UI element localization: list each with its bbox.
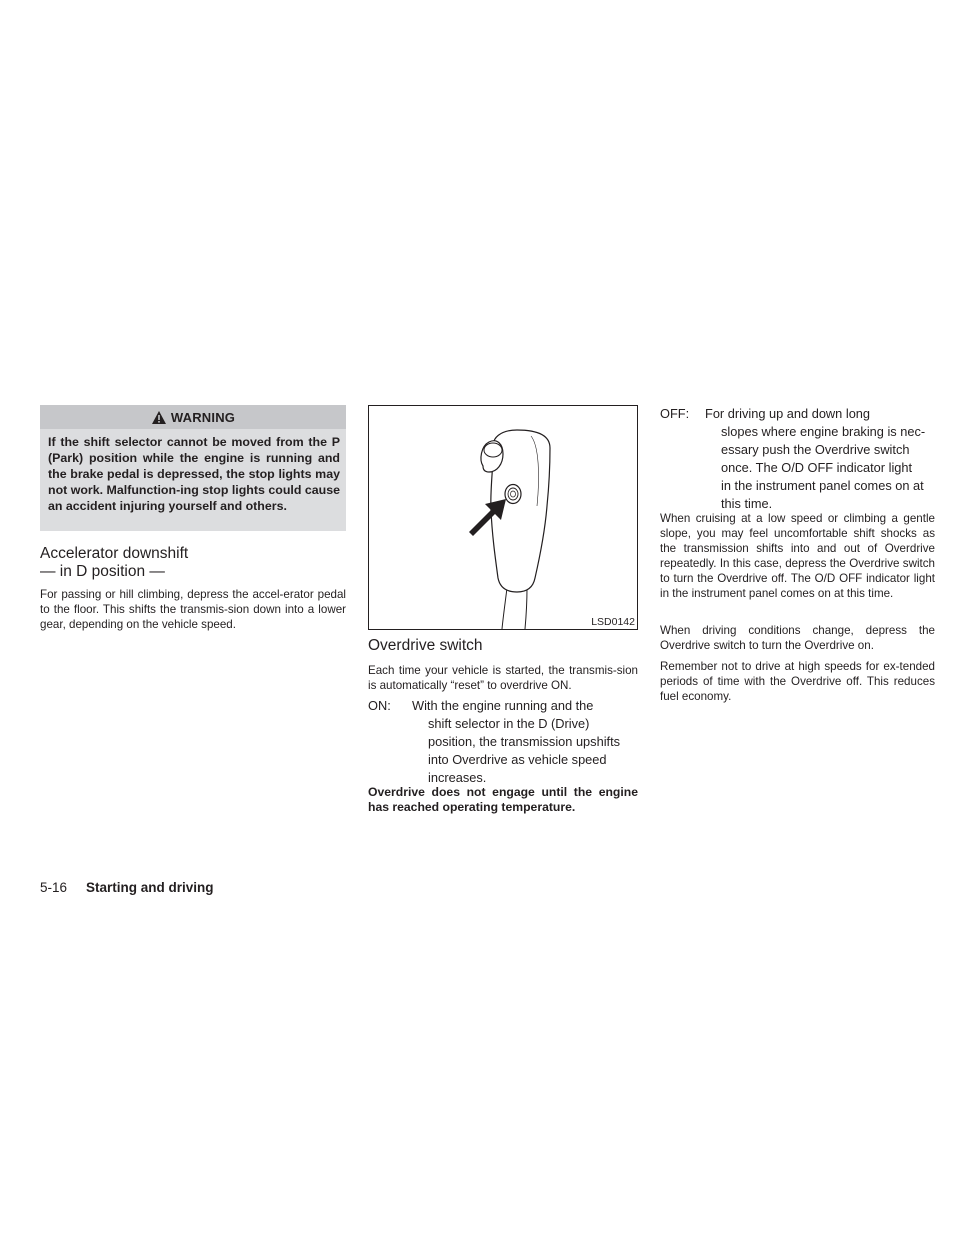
- overdrive-on-definition: [368, 697, 638, 787]
- warning-header: [40, 405, 346, 429]
- off-term: OFF:: [660, 406, 690, 421]
- overdrive-note: Overdrive does not engage until the engine has reached operating temperature.: [368, 785, 638, 814]
- shift-knob-figure: [368, 405, 638, 630]
- on-term: ON:: [368, 698, 391, 713]
- overdrive-para-2: When driving conditions change, depress the Overdrive switch to turn the Overdrive on.: [660, 624, 935, 652]
- overdrive-heading: Overdrive switch: [368, 637, 483, 654]
- shift-knob-illustration: [369, 406, 637, 629]
- overdrive-intro: Each time your vehicle is started, the transmis-sion is automatically “reset” to overdrive ON.: [368, 664, 638, 692]
- off-line-4: once. The O/D OFF indicator light: [721, 460, 913, 475]
- overdrive-off-definition: [660, 405, 935, 515]
- warning-text: If the shift selector cannot be moved from the P (Park) position while the engine is running and the brake pedal is depressed, the stop lights may not work. Malfunction-ing stop lights could cause an accident injuring yourself and others.: [48, 435, 340, 513]
- on-line-1: With the engine running and the: [412, 698, 594, 713]
- off-line-3: essary push the Overdrive switch: [721, 442, 910, 457]
- warning-title: WARNING: [170, 409, 236, 425]
- accelerator-body: For passing or hill climbing, depress the accel-erator pedal to the floor. This shifts the transmis-sion down into a lower gear, depending on the vehicle speed.: [40, 588, 346, 631]
- on-line-5: increases.: [428, 770, 487, 785]
- off-line-5: in the instrument panel comes on at: [721, 478, 924, 493]
- on-line-4: into Overdrive as vehicle speed: [428, 752, 607, 767]
- off-line-1: For driving up and down long: [705, 406, 871, 421]
- figure-code: LSD0142: [591, 616, 635, 628]
- accelerator-heading-line1: Accelerator downshift: [40, 545, 189, 562]
- on-line-2: shift selector in the D (Drive): [428, 716, 590, 731]
- page-number: 5-16: [40, 880, 68, 895]
- warning-box: [40, 405, 346, 531]
- overdrive-para-1: When cruising at a low speed or climbing a gentle slope, you may feel uncomfortable shift shocks as the transmission shifts into and out of Overdrive repeatedly. In this case, depress the Overdrive switch to turn the Overdrive off. The O/D OFF indicator light in the instrument panel comes on at this time.: [660, 512, 935, 600]
- section-title: Starting and driving: [86, 880, 214, 895]
- overdrive-para-3: Remember not to drive at high speeds for ex-tended periods of time with the Overdrive off. This reduces fuel economy.: [660, 660, 935, 703]
- off-line-6: this time.: [721, 496, 773, 511]
- accelerator-heading: [40, 545, 346, 581]
- on-line-3: position, the transmission upshifts: [428, 734, 621, 749]
- warning-triangle-icon: [151, 410, 167, 425]
- accelerator-heading-line2: — in D position —: [40, 563, 165, 580]
- off-line-2: slopes where engine braking is nec-: [721, 424, 926, 439]
